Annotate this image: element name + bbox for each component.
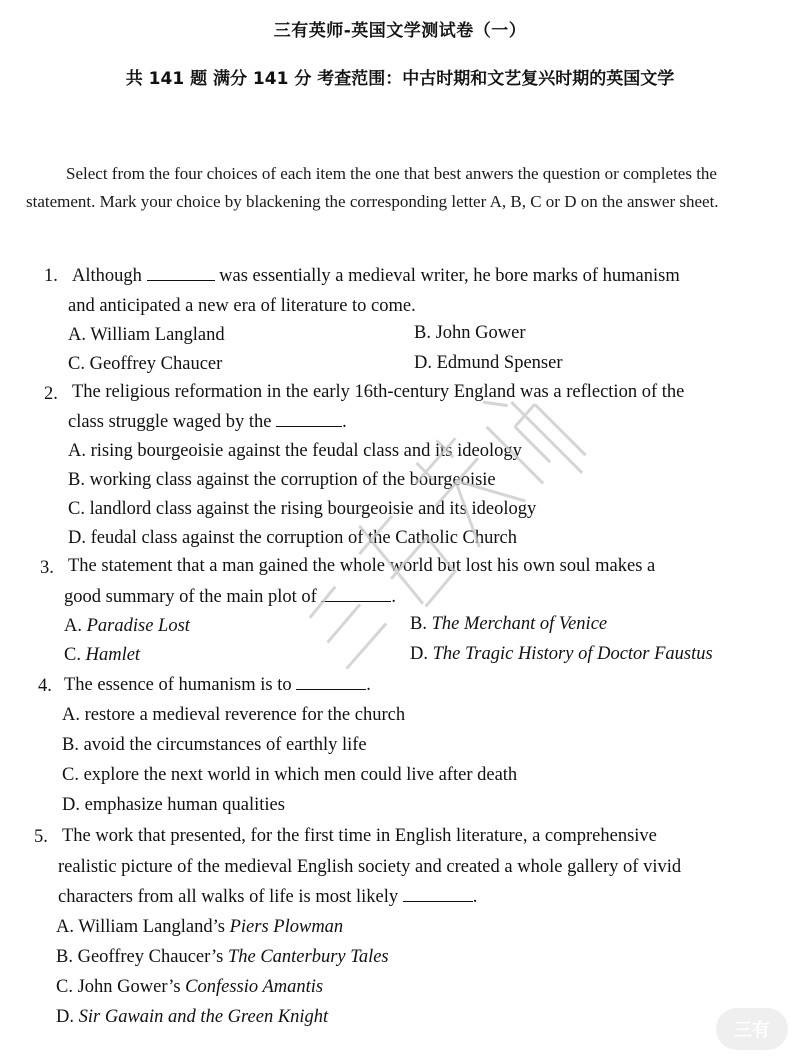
option-d[interactable]: D. Edmund Spenser (414, 353, 563, 373)
option-b[interactable]: B. Geoffrey Chaucer’s The Canterbury Tales (56, 947, 389, 967)
option-c[interactable]: C. John Gower’s Confessio Amantis (56, 977, 324, 997)
exam-title: 三有英师-英国文学测试卷（一） (273, 21, 527, 41)
option-d[interactable]: D. emphasize human qualities (62, 795, 285, 815)
question-text-line: The work that presented, for the first time in English literature, a comprehensive (62, 826, 657, 846)
option-c[interactable]: C. landlord class against the rising bourgeoisie and its ideology (68, 499, 537, 519)
question-text-line: good summary of the main plot of . (64, 587, 397, 607)
instructions-paragraph: Select from the four choices of each item the one that best anwers the question or completes the statement. Mark your choice by blackening the corresponding letter A, B, C or D on the answer sheet. (26, 164, 719, 211)
option-d[interactable]: D. Sir Gawain and the Green Knight (56, 1007, 329, 1027)
question-number: 5. (34, 827, 48, 847)
question-text-line: The statement that a man gained the whole world but lost his own soul makes a (68, 556, 656, 576)
question-number: 3. (40, 558, 54, 578)
option-b[interactable]: B. working class against the corruption of the bourgeoisie (68, 470, 496, 490)
option-a[interactable]: A. restore a medieval reverence for the church (62, 705, 406, 725)
option-a[interactable]: A. William Langland (68, 325, 225, 345)
option-c[interactable]: C. explore the next world in which men could live after death (62, 765, 518, 785)
question-text-line: class struggle waged by the . (68, 412, 347, 432)
option-d[interactable]: D. feudal class against the corruption of the Catholic Church (68, 528, 518, 548)
question-text-line: Although was essentially a medieval writer, he bore marks of humanism (72, 266, 680, 286)
answer-blank (296, 675, 366, 690)
corner-brand-badge: 三有 (716, 1008, 788, 1050)
option-b[interactable]: B. The Merchant of Venice (410, 614, 608, 634)
option-b[interactable]: B. avoid the circumstances of earthly life (62, 735, 367, 755)
option-a[interactable]: A. rising bourgeoisie against the feudal class and its ideology (68, 441, 522, 461)
answer-blank (403, 887, 473, 902)
question-text-line: and anticipated a new era of literature to come. (68, 296, 416, 316)
option-a[interactable]: A. William Langland’s Piers Plowman (56, 917, 344, 937)
answer-blank (276, 412, 342, 427)
answer-blank (147, 266, 215, 281)
option-c[interactable]: C. Hamlet (64, 645, 141, 665)
question-text-line: The religious reformation in the early 16th-century England was a reflection of the (72, 382, 685, 402)
exam-subtitle: 共 141 题 满分 141 分 考查范围：中古时期和文艺复兴时期的英国文学 (125, 69, 675, 89)
question-text-line: realistic picture of the medieval English society and created a whole gallery of vivid (58, 857, 682, 877)
option-c[interactable]: C. Geoffrey Chaucer (68, 354, 223, 374)
option-b[interactable]: B. John Gower (414, 323, 526, 343)
question-number: 4. (38, 676, 52, 696)
question-number: 2. (44, 384, 58, 404)
question-number: 1. (44, 266, 58, 286)
question-text-line: The essence of humanism is to . (64, 675, 371, 695)
option-a[interactable]: A. Paradise Lost (64, 616, 190, 636)
question-text-line: characters from all walks of life is most likely . (58, 887, 478, 907)
answer-blank (321, 587, 391, 602)
option-d[interactable]: D. The Tragic History of Doctor Faustus (410, 644, 713, 664)
